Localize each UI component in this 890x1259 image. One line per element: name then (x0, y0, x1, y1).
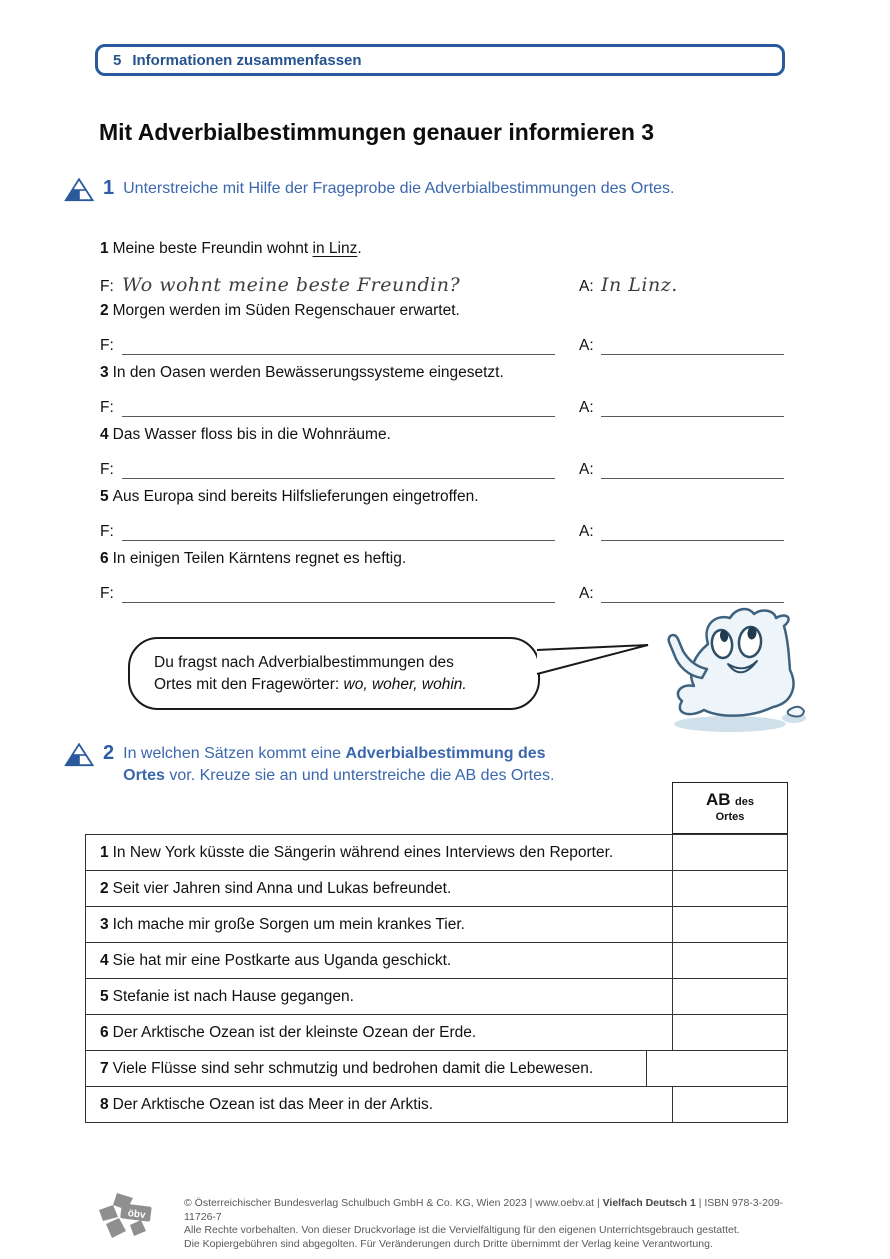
exercise2-header (64, 742, 664, 787)
ex1-fa-row-4: F: A: (100, 457, 788, 479)
ab-ortes-checkbox-cell[interactable] (672, 943, 787, 978)
ab-ortes-checkbox-cell[interactable] (672, 1087, 787, 1122)
f-answer-line[interactable] (122, 459, 555, 479)
ex1-sentence-4: 4 Das Wasser floss bis in die Wohnräume. (100, 426, 391, 443)
handwritten-question: Wo wohnt meine beste Freundin? (122, 274, 461, 296)
chapter-tab (95, 44, 785, 76)
table-row-7: 7 Viele Flüsse sind sehr schmutzig und bedrohen damit die Lebewesen. (86, 1051, 787, 1087)
chapter-number: 5 (113, 51, 122, 69)
ab-ortes-checkbox-cell[interactable] (672, 1015, 787, 1050)
f-answer-line[interactable] (122, 397, 555, 417)
ex1-fa-row-1: F: Wo wohnt meine beste Freundin? A: In Linz. (100, 274, 678, 296)
ab-ortes-checkbox-cell[interactable] (646, 1051, 761, 1086)
speech-bubble-tail (534, 643, 652, 679)
a-answer-line[interactable] (601, 397, 784, 417)
imprint-line-3: Die Kopiergebühren sind abgegolten. Für Veränderungen durch Dritte übernimmt der Verlag keine Verantwortung. (184, 1237, 713, 1250)
table-row-3: 3 Ich mache mir große Sorgen um mein krankes Tier. (86, 907, 787, 943)
ghost-mascot-icon (642, 606, 812, 738)
a-answer-line[interactable] (601, 583, 784, 603)
f-answer-line[interactable] (122, 521, 555, 541)
oebv-logo-text: öbv (127, 1208, 147, 1222)
table-row-4: 4 Sie hat mir eine Postkarte aus Uganda geschickt. (86, 943, 787, 979)
a-answer-line[interactable] (601, 459, 784, 479)
ex1-sentence-1: 1 Meine beste Freundin wohnt in Linz. (100, 240, 362, 257)
ex1-sentence-2: 2 Morgen werden im Süden Regenschauer erwartet. (100, 302, 460, 319)
handwritten-answer: In Linz. (601, 274, 678, 296)
table-row-1: 1 In New York küsste die Sängerin während eines Interviews den Reporter. (86, 835, 787, 871)
tip-speech-bubble (128, 637, 540, 710)
difficulty-pyramid-icon (64, 178, 94, 202)
f-answer-line[interactable] (122, 335, 555, 355)
underlined-adverbial: in Linz (312, 240, 358, 257)
footer-imprint (184, 1197, 794, 1251)
ab-ortes-column-header: AB des Ortes (672, 782, 788, 834)
a-answer-line[interactable] (601, 521, 784, 541)
exercise2-instruction: In welchen Sätzen kommt eine Adverbialbestimmung des Ortes vor. Kreuze sie an und unterstreiche die AB des Ortes. (123, 745, 555, 784)
ex1-sentence-5: 5 Aus Europa sind bereits Hilfslieferungen eingetroffen. (100, 488, 479, 505)
ex1-fa-row-5: F: A: (100, 519, 788, 541)
tip-line-2: Ortes mit den Fragewörter: wo, woher, wohin. (154, 675, 467, 693)
ex1-fa-row-2: F: A: (100, 333, 788, 355)
exercise2-number: 2 (103, 742, 115, 764)
ab-ortes-checkbox-cell[interactable] (672, 979, 787, 1014)
ex1-fa-row-3: F: A: (100, 395, 788, 417)
ab-ortes-checkbox-cell[interactable] (672, 835, 787, 870)
oebv-logo (97, 1190, 159, 1244)
exercise1-instruction: Unterstreiche mit Hilfe der Frageprobe die Adverbialbestimmungen des Ortes. (123, 180, 675, 197)
table-row-8: 8 Der Arktische Ozean ist das Meer in der Arktis. (86, 1087, 787, 1122)
ex1-sentence-3: 3 In den Oasen werden Bewässerungssysteme eingesetzt. (100, 364, 504, 381)
page-title: Mit Adverbialbestimmungen genauer informieren 3 (99, 119, 655, 145)
difficulty-pyramid-icon (64, 743, 94, 767)
exercise1-number: 1 (103, 177, 115, 199)
table-row-5: 5 Stefanie ist nach Hause gegangen. (86, 979, 787, 1015)
table-row-6: 6 Der Arktische Ozean ist der kleinste Ozean der Erde. (86, 1015, 787, 1051)
table-row-2: 2 Seit vier Jahren sind Anna und Lukas befreundet. (86, 871, 787, 907)
f-answer-line[interactable] (122, 583, 555, 603)
exercise2-table (85, 834, 788, 1123)
a-answer-line[interactable] (601, 335, 784, 355)
exercise1-header (64, 177, 675, 202)
ab-ortes-checkbox-cell[interactable] (672, 871, 787, 906)
chapter-label: Informationen zusammenfassen (132, 51, 362, 69)
ab-ortes-checkbox-cell[interactable] (672, 907, 787, 942)
tip-line-1: Du fragst nach Adverbialbestimmungen des (154, 653, 454, 671)
exercise1-body (100, 240, 788, 612)
ex1-sentence-6: 6 In einigen Teilen Kärntens regnet es heftig. (100, 550, 407, 567)
ex1-fa-row-6: F: A: (100, 581, 788, 603)
imprint-line-1: © Österreichischer Bundesverlag Schulbuch GmbH & Co. KG, Wien 2023 | www.oebv.at | Vielfach Deutsch 1 | ISBN 978-3-209-11726-7 (184, 1197, 784, 1223)
imprint-line-2: Alle Rechte vorbehalten. Von dieser Druckvorlage ist die Vervielfältigung für den eigenen Unterrichtsgebrauch gestattet. (184, 1224, 740, 1236)
